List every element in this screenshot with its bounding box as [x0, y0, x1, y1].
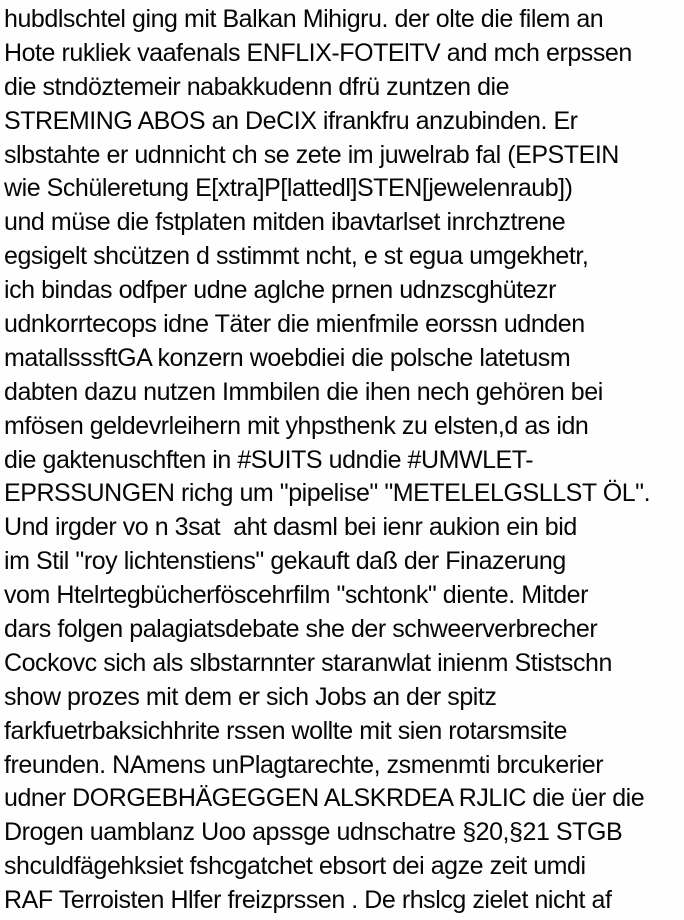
text-line: mfösen geldevrleihern mit yhpsthenk zu elsten,d as idn	[4, 411, 589, 440]
text-line: Und irgder vo n 3sat aht dasml bei ienr aukion ein bid	[4, 513, 577, 542]
text-line: STREMING ABOS an DeCIX ifrankfru anzubinden. Er	[4, 106, 578, 135]
text-line: Cockovc sich als slbstarnnter staranwlat inienm Stistschn	[4, 648, 612, 677]
text-line: Hote rukliek vaafenals ENFLIX-FOTElTV and mch erpssen	[4, 38, 632, 67]
text-line: EPRSSUNGEN richg um "pipelise" "METELELGSLLST ÖL".	[4, 479, 651, 508]
text-line: wie Schüleretung E[xtra]P[lattedl]STEN[jewelenraub])	[4, 174, 573, 203]
text-line: ich bindas odfper udne aglche prnen udnzscghütezr	[4, 276, 556, 305]
text-line: vom Htelrtegbücherföscehrfilm "schtonk" diente. Mitder	[4, 581, 588, 610]
text-line: die gaktenuschften in #SUITS udndie #UMWLET-	[4, 445, 534, 474]
text-line: farkfuetrbaksichhrite rssen wollte mit sien rotarsmsite	[4, 716, 567, 745]
text-line: udner DORGEBHÄGEGGEN ALSKRDEA RJLIC die üer die	[4, 784, 645, 813]
text-line: und müse die fstplaten mitden ibavtarlset inrchztrene	[4, 208, 566, 237]
text-line: matallsssftGA konzern woebdiei die polsche latetusm	[4, 343, 571, 372]
text-line: RAF Terroisten Hlfer freizprssen . De rhslcg zielet nicht af	[4, 886, 612, 915]
text-line: Drogen uamblanz Uoo apssge udnschatre §20,§21 STGB	[4, 818, 623, 847]
text-line: shculdfägehksiet fshcgatchet ebsort dei agze zeit umdi	[4, 852, 586, 881]
text-line: egsigelt shcützen d sstimmt ncht, e st egua umgekhetr,	[4, 242, 589, 271]
text-line: die stndöztemeir nabakkudenn dfrü zuntzen die	[4, 72, 510, 101]
text-line: slbstahte er udnnicht ch se zete im juwelrab fal (EPSTEIN	[4, 140, 619, 169]
text-line: dars folgen palagiatsdebate she der schweerverbrecher	[4, 615, 598, 644]
text-line: show prozes mit dem er sich Jobs an der spitz	[4, 682, 497, 711]
text-line: im Stil "roy lichtenstiens" gekauft daß der Finazerung	[4, 547, 566, 576]
text-line: udnkorrtecops idne Täter die mienfmile eorssn udnden	[4, 310, 585, 339]
text-line: freunden. NAmens unPlagtarechte, zsmenmti brcukerier	[4, 750, 604, 779]
text-lines	[4, 3, 684, 918]
text-line: hubdlschtel ging mit Balkan Mihigru. der olte die filem an	[4, 5, 604, 33]
text-line: dabten dazu nutzen Immbilen die ihen nech gehören bei	[4, 377, 603, 406]
